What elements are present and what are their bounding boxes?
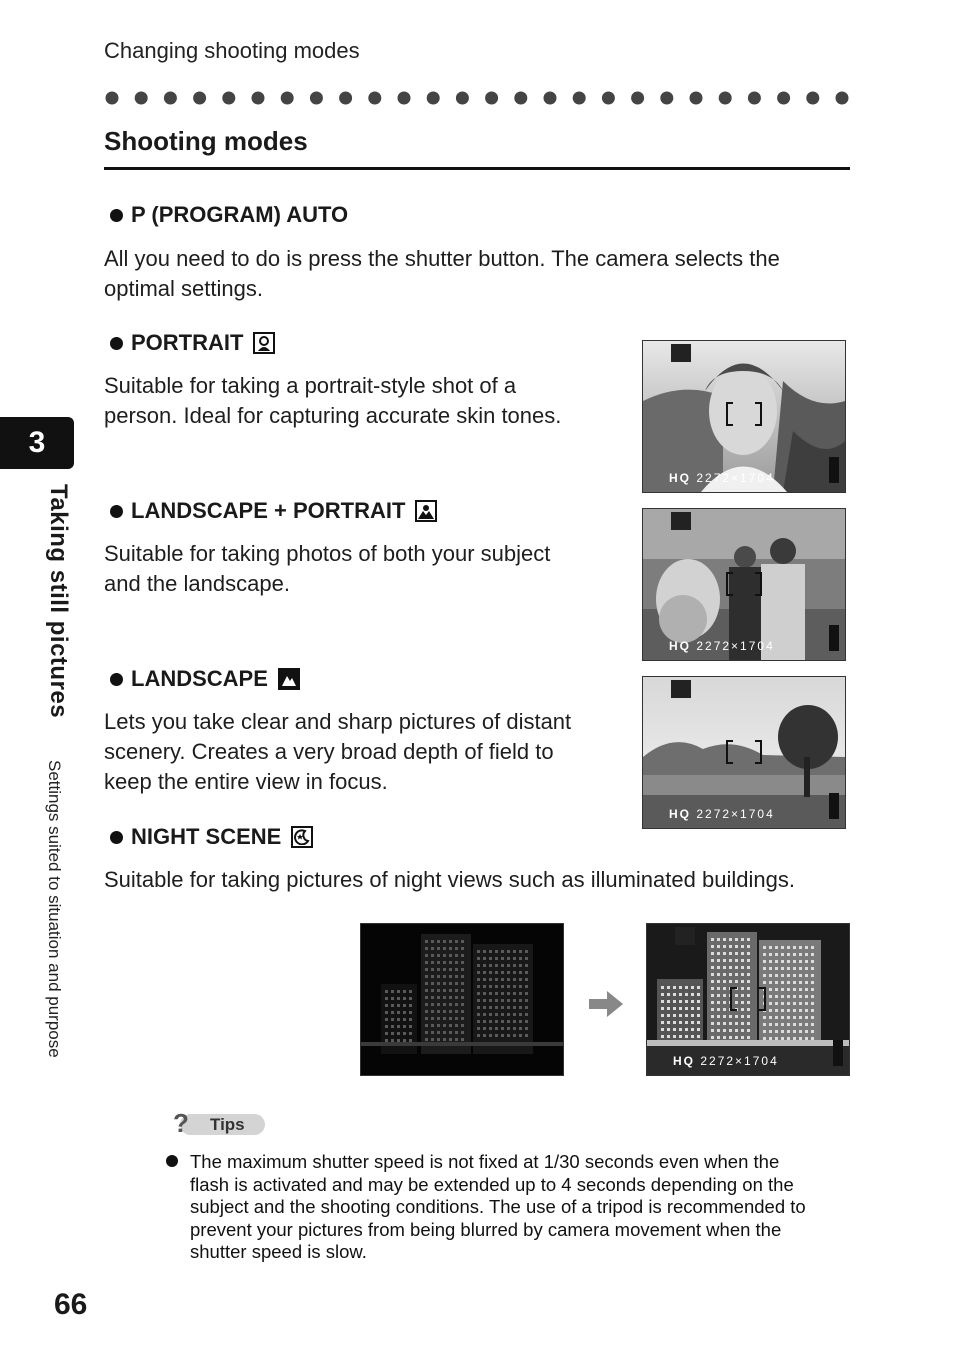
chapter-tab: 3 — [0, 417, 74, 469]
text-line: The maximum shutter speed is not fixed at 1/30 seconds even when the — [190, 1151, 780, 1172]
portrait-icon — [253, 332, 275, 354]
landscape-sample-photo — [642, 676, 846, 829]
night-scene-before-photo — [360, 923, 564, 1076]
text-line: flash is activated and may be extended up to 4 seconds depending on the — [190, 1173, 794, 1195]
mode-title-text: P (PROGRAM) AUTO — [131, 202, 349, 227]
title-rule — [104, 167, 850, 170]
quality-label: HQ — [669, 807, 691, 821]
text-line: subject and the shooting conditions. The use of a tripod is recommended to — [190, 1196, 806, 1217]
mode-description-landscape-portrait — [104, 539, 550, 599]
quality-label: HQ — [673, 1054, 695, 1068]
mode-title-portrait — [110, 330, 275, 356]
bullet-icon — [110, 831, 123, 844]
breadcrumb: Changing shooting modes — [104, 38, 360, 63]
resolution-label: 2272×1704 — [696, 639, 775, 653]
resolution-label: 2272×1704 — [700, 1054, 779, 1068]
section-title: Shooting modes — [104, 126, 308, 156]
text-line: All you need to do is press the shutter button. The camera selects the — [104, 246, 780, 271]
question-mark-icon: ? — [173, 1108, 189, 1138]
page-number: 66 — [54, 1288, 88, 1321]
text-line: keep the entire view in focus. — [104, 769, 388, 794]
lcd-info — [669, 639, 775, 653]
text-line: Suitable for taking photos of both your subject — [104, 541, 551, 566]
bullet-icon — [110, 209, 123, 222]
text-line: prevent your pictures from being blurred by camera movement when the — [190, 1218, 782, 1240]
bullet-icon — [110, 673, 123, 686]
mode-title-program-auto — [110, 202, 348, 228]
night-scene-icon — [291, 826, 313, 848]
resolution-label: 2272×1704 — [696, 807, 775, 821]
text-line: scenery. Creates a very broad depth of field to — [104, 739, 554, 764]
arrow-right-icon — [589, 991, 623, 1017]
bullet-icon — [166, 1155, 178, 1167]
chapter-title: Taking still pictures — [45, 484, 72, 719]
resolution-label: 2272×1704 — [696, 471, 775, 485]
tips-label: Tips — [210, 1115, 245, 1134]
night-scene-after-photo — [646, 923, 850, 1076]
dotted-divider — [104, 90, 850, 106]
chapter-subtitle: Settings suited to situation and purpose — [45, 760, 64, 1058]
mode-description-program-auto — [104, 244, 780, 304]
landscape-icon — [278, 668, 300, 690]
bullet-icon — [110, 337, 123, 350]
landscape-portrait-icon — [415, 500, 437, 522]
mode-title-landscape-portrait — [110, 498, 437, 524]
quality-label: HQ — [669, 471, 691, 485]
mode-title-landscape — [110, 666, 300, 692]
text-line: Suitable for taking a portrait-style shot of a — [104, 373, 517, 398]
mode-description-portrait — [104, 371, 561, 431]
mode-title-night-scene — [110, 824, 313, 850]
tips-badge — [168, 1109, 266, 1137]
mode-title-text: PORTRAIT — [131, 330, 244, 355]
text-line: Suitable for taking pictures of night views such as illuminated buildings. — [104, 867, 795, 892]
mode-title-text: NIGHT SCENE — [131, 824, 282, 849]
lcd-info — [673, 1054, 779, 1068]
portrait-sample-photo — [642, 340, 846, 493]
tip-text — [190, 1151, 806, 1264]
text-line: Lets you take clear and sharp pictures of distant — [104, 709, 572, 734]
bullet-icon — [110, 505, 123, 518]
mode-title-text: LANDSCAPE + PORTRAIT — [131, 498, 406, 523]
lcd-info — [669, 807, 775, 821]
text-line: person. Ideal for capturing accurate skin tones. — [104, 403, 562, 428]
text-line: optimal settings. — [104, 276, 263, 301]
mode-description-landscape — [104, 707, 571, 797]
mode-description-night-scene — [104, 865, 795, 895]
text-line: and the landscape. — [104, 571, 290, 596]
text-line: shutter speed is slow. — [190, 1241, 367, 1262]
quality-label: HQ — [669, 639, 691, 653]
lcd-info — [669, 471, 775, 485]
mode-title-text: LANDSCAPE — [131, 666, 268, 691]
landscape-portrait-sample-photo — [642, 508, 846, 661]
